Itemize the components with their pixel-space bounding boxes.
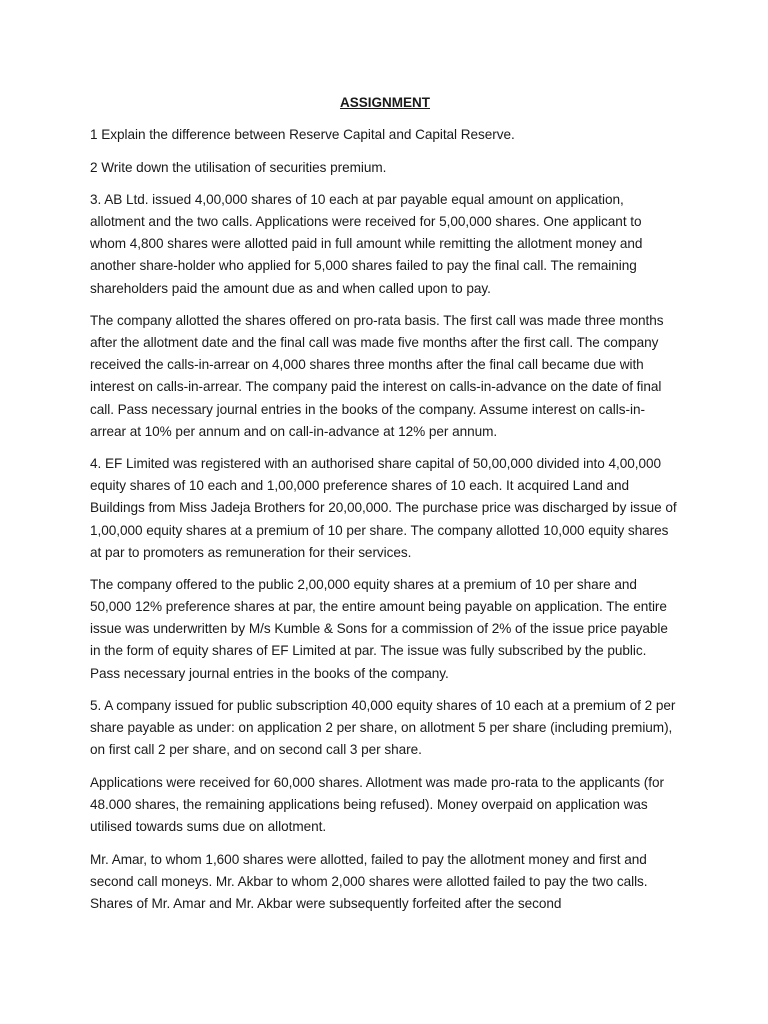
question-4-part-2: The company offered to the public 2,00,000 equity shares at a premium of 10 per share and 50,000 12% preference shares at par, the entire amount being payable on application. The entire issue was underwritten by M/s Kumble & Sons for a commission of 2% of the issue price payable in the form of equity shares of EF Limited at par. The issue was fully subscribed by the public. Pass necessary journal entries in the books of the company. [90, 577, 668, 681]
question-2: 2 Write down the utilisation of securities premium. [90, 159, 387, 175]
question-3-part-2: The company allotted the shares offered on pro-rata basis. The first call was made three months after the allotment date and the final call was made five months after the first call. The company received the calls-in-arrear on 4,000 shares three months after the final call became due with interest on calls-in-arrear. The company paid the interest on calls-in-advance on the date of final call. Pass necessary journal entries in the books of the company. Assume interest on calls-in-arrear at 10% per annum and on call-in-advance at 12% per annum. [90, 313, 664, 439]
assignment-title: ASSIGNMENT [339, 95, 430, 110]
question-4-part-1: 4. EF Limited was registered with an authorised share capital of 50,00,000 divided into 4,00,000 equity shares of 10 each and 1,00,000 preference shares of 10 each. It acquired Land and Buildings from Miss Jadeja Brothers for 20,00,000. The purchase price was discharged by issue of 1,00,000 equity shares at a premium of 10 per share. The company allotted 10,000 equity shares at par to promoters as remuneration for their services. [90, 456, 677, 560]
question-3-part-1: 3. AB Ltd. issued 4,00,000 shares of 10 each at par payable equal amount on application, allotment and the two calls. Applications were received for 5,00,000 shares. One applicant to whom 4,800 shares were allotted paid in full amount while remitting the allotment money and another share-holder who applied for 5,000 shares failed to pay the final call. The remaining shareholders paid the amount due as and when called upon to pay. [90, 192, 643, 296]
question-5-part-1: 5. A company issued for public subscription 40,000 equity shares of 10 each at a premium of 2 per share payable as under: on application 2 per share, on allotment 5 per share (including premium), on first call 2 per share, and on second call 3 per share. [90, 698, 676, 758]
question-5-part-2: Applications were received for 60,000 shares. Allotment was made pro-rata to the applicants (for 48.000 shares, the remaining applications being refused). Money overpaid on application was utilised towards sums due on allotment. [90, 774, 664, 835]
question-1: 1 Explain the difference between Reserve Capital and Capital Reserve. [90, 127, 515, 142]
document-page [90, 92, 680, 926]
question-5-part-3: Mr. Amar, to whom 1,600 shares were allotted, failed to pay the allotment money and first and second call moneys. Mr. Akbar to whom 2,000 shares were allotted failed to pay the two calls. Shares of Mr. Amar and Mr. Akbar were subsequently forfeited after the second [90, 851, 648, 911]
